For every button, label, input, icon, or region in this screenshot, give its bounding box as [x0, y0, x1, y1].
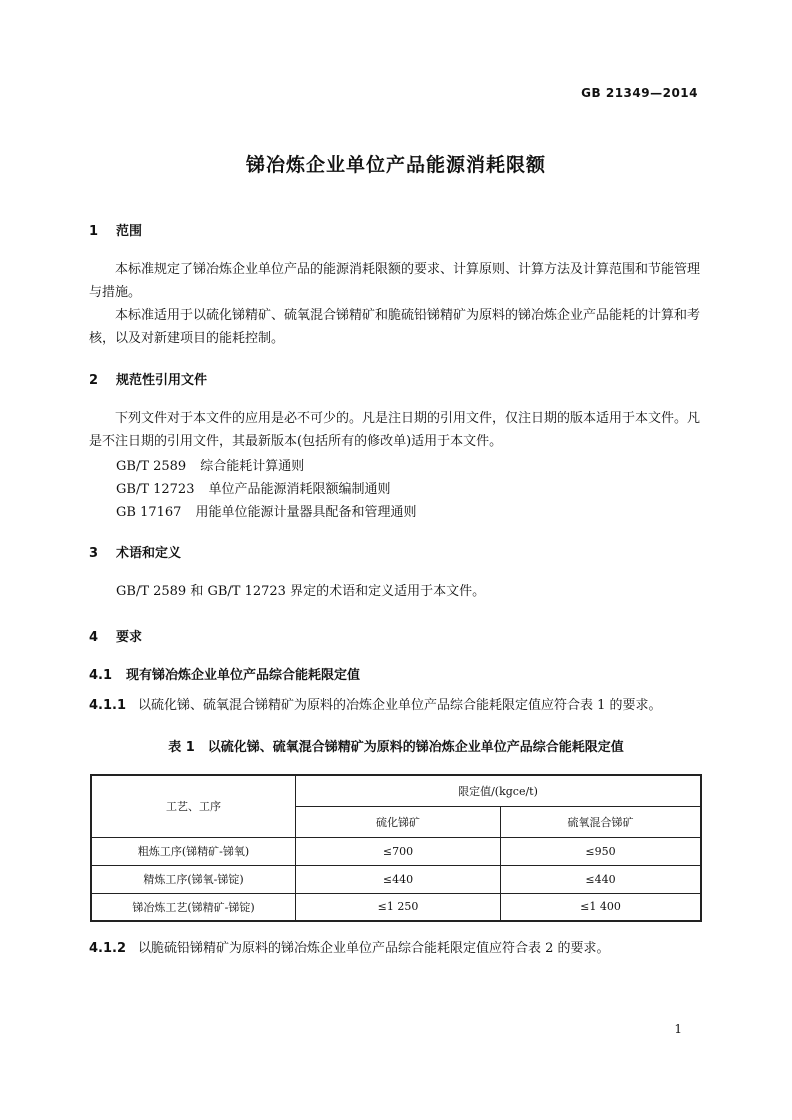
table-row	[91, 865, 701, 893]
cell-sulfide: ≤440	[296, 865, 501, 893]
section-title: 范围	[116, 224, 143, 239]
clause-number: 4.1.2	[89, 941, 127, 956]
section-number: 4	[89, 630, 99, 645]
paragraph: 下列文件对于本文件的应用是必不可少的。凡是注日期的引用文件，仅注日期的版本适用于本文件。凡是不注日期的引用文件，其最新版本(包括所有的修改单)适用于本文件。	[89, 411, 701, 449]
column-header-mixed: 硫氧混合锑矿	[501, 806, 702, 837]
table-header-row	[91, 775, 701, 806]
page-number: 1	[674, 1022, 682, 1036]
table-caption: 表 1 以硫化锑、硫氧混合锑精矿为原料的锑冶炼企业单位产品综合能耗限定值	[168, 740, 624, 755]
table-row	[91, 893, 701, 921]
normative-reference	[116, 478, 391, 497]
clause-4-1-1	[89, 694, 662, 717]
clause-4-1-2	[89, 937, 610, 960]
column-header-sulfide: 硫化锑矿	[296, 806, 501, 837]
section-4-heading	[89, 626, 142, 645]
section-title: 要求	[116, 630, 143, 645]
reference-code: GB 17167	[116, 505, 182, 520]
section-1-heading	[89, 220, 142, 239]
section-2-heading	[89, 369, 207, 388]
paragraph: GB/T 2589 和 GB/T 12723 界定的术语和定义适用于本文件。	[116, 584, 486, 599]
column-header-process: 工艺、工序	[91, 775, 296, 837]
cell-mixed: ≤1 400	[501, 893, 702, 921]
cell-process: 锑冶炼工艺(锑精矿-锑锭)	[91, 893, 296, 921]
paragraph: 本标准适用于以硫化锑精矿、硫氧混合锑精矿和脆硫铅锑精矿为原料的锑冶炼企业产品能耗的计算和考核，以及对新建项目的能耗控制。	[89, 308, 701, 346]
section-number: 1	[89, 224, 99, 239]
normative-reference	[116, 455, 304, 474]
cell-mixed: ≤440	[501, 865, 702, 893]
paragraph: 本标准规定了锑冶炼企业单位产品的能源消耗限额的要求、计算原则、计算方法及计算范围和节能管理与措施。	[89, 262, 701, 300]
section-number: 4.1	[89, 668, 113, 683]
reference-title: 用能单位能源计量器具配备和管理通则	[195, 505, 417, 520]
table-1	[90, 774, 702, 922]
page-title: 锑冶炼企业单位产品能源消耗限额	[245, 154, 546, 176]
cell-sulfide: ≤700	[296, 837, 501, 865]
standard-number: GB 21349—2014	[581, 86, 698, 100]
subsection-4-1-heading	[89, 664, 360, 683]
section-number: 3	[89, 546, 99, 561]
section-3-heading	[89, 542, 181, 561]
cell-mixed: ≤950	[501, 837, 702, 865]
clause-text: 以脆硫铅锑精矿为原料的锑冶炼企业单位产品综合能耗限定值应符合表 2 的要求。	[138, 941, 610, 956]
clause-text: 以硫化锑、硫氧混合锑精矿为原料的冶炼企业单位产品综合能耗限定值应符合表 1 的要求。	[138, 698, 662, 713]
clause-number: 4.1.1	[89, 698, 127, 713]
cell-process: 粗炼工序(锑精矿-锑氧)	[91, 837, 296, 865]
normative-reference	[116, 501, 416, 520]
section-title: 术语和定义	[116, 546, 182, 561]
reference-code: GB/T 12723	[116, 482, 195, 497]
cell-process: 精炼工序(锑氧-锑锭)	[91, 865, 296, 893]
cell-sulfide: ≤1 250	[296, 893, 501, 921]
section-title: 现有锑冶炼企业单位产品综合能耗限定值	[126, 668, 361, 683]
reference-code: GB/T 2589	[116, 459, 187, 474]
reference-title: 综合能耗计算通则	[200, 459, 305, 474]
section-title: 规范性引用文件	[116, 373, 208, 388]
reference-title: 单位产品能源消耗限额编制通则	[208, 482, 391, 497]
section-number: 2	[89, 373, 99, 388]
column-header-limit: 限定值/(kgce/t)	[296, 775, 702, 806]
table-row	[91, 837, 701, 865]
